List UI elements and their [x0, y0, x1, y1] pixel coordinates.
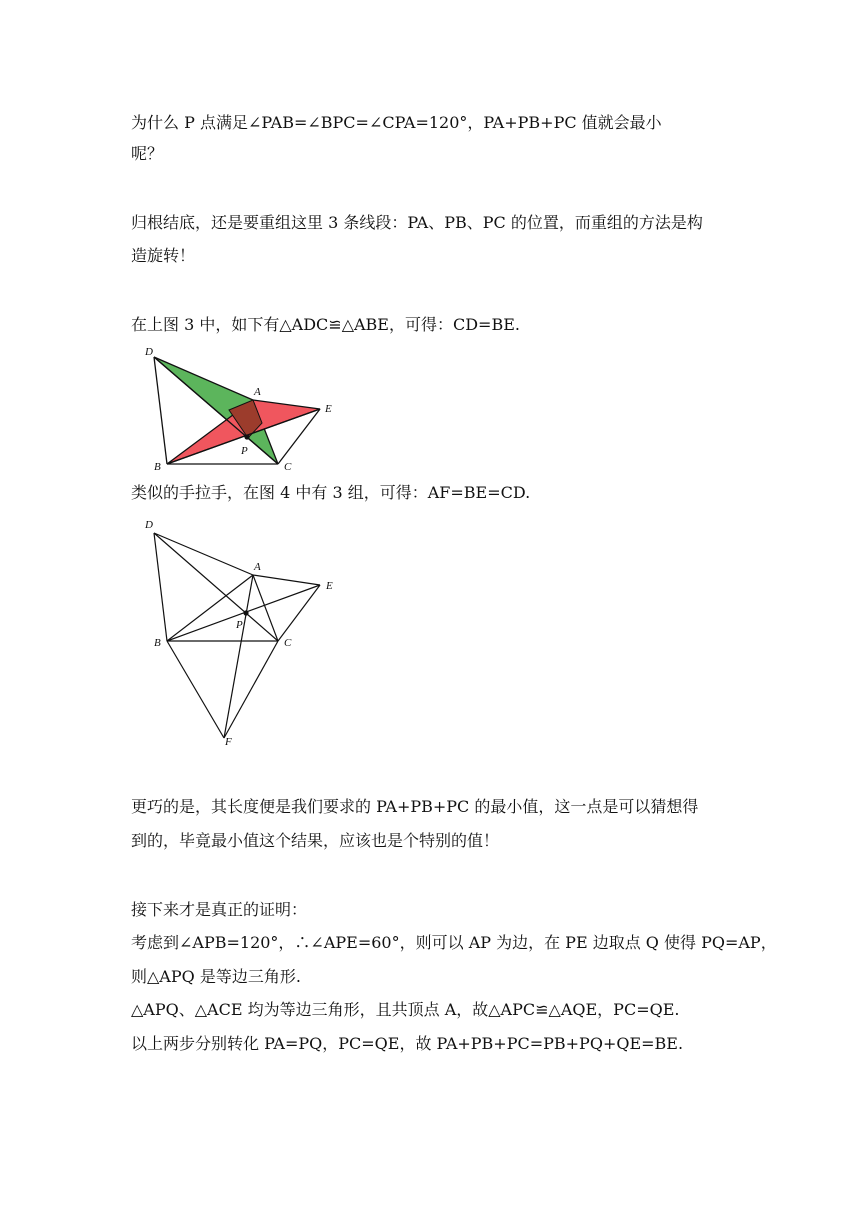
label-p: P [241, 445, 248, 457]
paragraph-line: 以上两步分别转化 PA=PQ，PC=QE，故 PA+PB+PC=PB+PQ+QE=BE. [131, 1034, 684, 1053]
label-c: C [284, 461, 292, 473]
paragraph-line: 呢？ [131, 144, 164, 163]
label-a: A [254, 386, 261, 398]
figure-4-diagram [140, 513, 350, 745]
paragraph-line: 则△APQ 是等边三角形. [131, 967, 301, 986]
label-e: E [325, 403, 332, 415]
label-b: B [154, 461, 161, 473]
paragraph-line: 归根结底，还是要重组这里 3 条线段：PA、PB、PC 的位置，而重组的方法是构 [131, 213, 703, 232]
label-d: D [145, 346, 153, 358]
paragraph-line: 考虑到∠APB=120°，∴∠APE=60°，则可以 AP 为边，在 PE 边取点 Q 使得 PQ=AP， [131, 933, 777, 952]
label-p: P [236, 619, 243, 631]
figure-3-diagram [140, 343, 350, 473]
paragraph-line: 更巧的是，其长度便是我们要求的 PA+PB+PC 的最小值，这一点是可以猜想得 [131, 797, 699, 816]
label-a: A [254, 561, 261, 573]
point-p [244, 434, 249, 439]
paragraph-line: 造旋转！ [131, 246, 196, 265]
label-f: F [225, 736, 232, 745]
label-b: B [154, 637, 161, 649]
label-d: D [145, 519, 153, 531]
label-e: E [326, 580, 333, 592]
paragraph-line: 到的，毕竟最小值这个结果，应该也是个特别的值！ [131, 831, 500, 850]
label-c: C [284, 637, 292, 649]
paragraph-line: △APQ、△ACE 均为等边三角形，且共顶点 A，故△APC≌△AQE，PC=QE. [131, 1000, 680, 1019]
paragraph-line: 类似的手拉手，在图 4 中有 3 组，可得：AF=BE=CD. [131, 483, 531, 502]
paragraph-line: 在上图 3 中，如下有△ADC≌△ABE，可得：CD=BE. [131, 315, 520, 334]
paragraph-line: 为什么 P 点满足∠PAB=∠BPC=∠CPA=120°，PA+PB+PC 值就会最小 [131, 113, 662, 132]
paragraph-line: 接下来才是真正的证明： [131, 900, 308, 919]
point-p [243, 610, 248, 615]
